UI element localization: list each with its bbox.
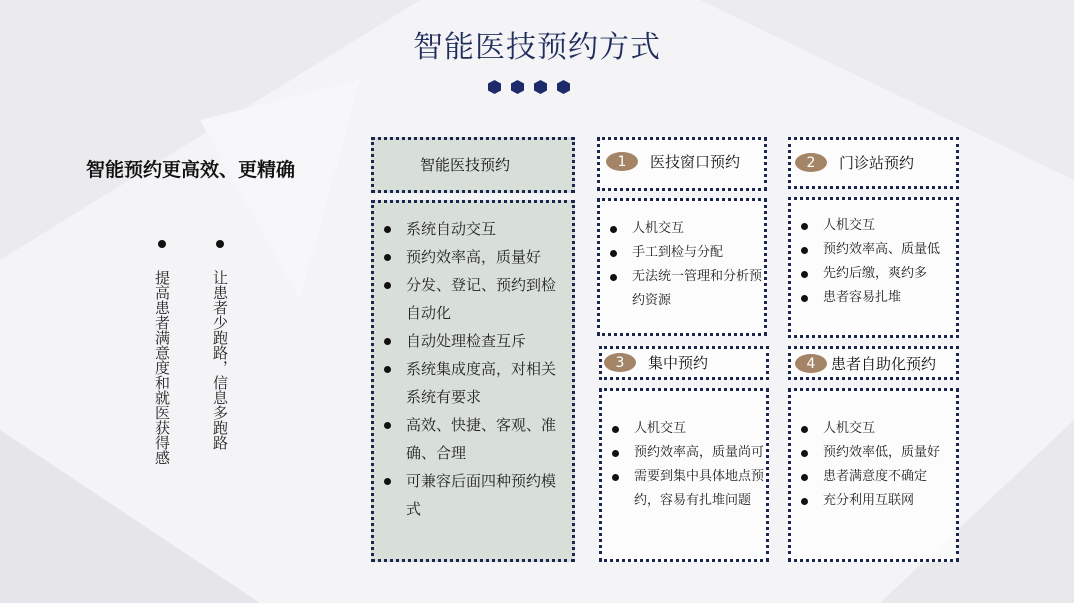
hexagon-decoration [488,80,570,94]
method-2-header [795,152,914,173]
list-item: 手工到检与分配 [632,241,762,265]
method-title: 医技窗口预约 [650,153,741,171]
smart-header: 智能医技预约 [420,156,511,174]
left-point-2 [209,240,231,450]
list-item: 无法统一管理和分析预约资源 [632,265,762,313]
list-item: 人机交互 [632,217,762,241]
list-item: 可兼容后面四种预约模式 [406,467,566,523]
method-3-list-box [599,388,769,562]
list-item: 高效、快捷、客观、准确、合理 [406,411,566,467]
list-item: 需要到集中具体地点预约，容易有扎堆问题 [634,465,764,513]
left-point-1 [151,240,173,465]
list-item: 人机交互 [634,417,764,441]
hexagon-icon [557,80,570,94]
list-item: 人机交互 [823,214,953,238]
number-badge: 3 [604,353,636,372]
bullet-icon [216,240,224,248]
list-item: 自动处理检查互斥 [406,327,566,355]
number-badge: 1 [606,152,638,171]
list-item: 分发、登记、预约到检自动化 [406,271,566,327]
method-1-header [606,151,740,172]
number-badge: 2 [795,153,827,172]
method-4-list [823,417,953,513]
method-2-header-box [788,137,959,189]
method-3-header-box [599,346,769,380]
method-1-list [632,217,762,313]
smart-list-box [371,200,575,562]
method-2-list-box [788,197,959,338]
method-4-list-box [788,388,959,562]
list-item: 预约效率高，质量尚可 [634,441,764,465]
method-1-header-box [597,137,767,191]
list-item: 患者满意度不确定 [823,465,953,489]
list-item: 系统自动交互 [406,215,566,243]
list-item: 充分利用互联网 [823,489,953,513]
method-3-list [634,417,764,513]
list-item: 预约效率低，质量好 [823,441,953,465]
method-title: 患者自助化预约 [831,355,937,373]
left-point-text: 提高患者满意度和就医获得感 [153,270,171,465]
smart-header-box [371,137,575,193]
bullet-icon [158,240,166,248]
method-2-list [823,214,953,310]
hexagon-icon [488,80,501,94]
list-item: 先约后缴，爽约多 [823,262,953,286]
list-item: 患者容易扎堆 [823,286,953,310]
method-title: 门诊站预约 [839,154,915,172]
method-4-header [795,353,936,374]
smart-list [406,215,566,523]
list-item: 预约效率高、质量低 [823,238,953,262]
number-badge: 4 [795,354,827,373]
hexagon-icon [511,80,524,94]
method-1-list-box [597,198,767,336]
left-point-text: 让患者少跑路，信息多跑路 [211,270,229,450]
left-heading: 智能预约更高效、更精确 [86,159,296,181]
method-4-header-box [788,346,959,380]
list-item: 预约效率高，质量好 [406,243,566,271]
hexagon-icon [534,80,547,94]
method-title: 集中预约 [648,354,709,372]
method-3-header [604,352,708,373]
list-item: 人机交互 [823,417,953,441]
page-title: 智能医技预约方式 [413,30,661,65]
list-item: 系统集成度高，对相关系统有要求 [406,355,566,411]
